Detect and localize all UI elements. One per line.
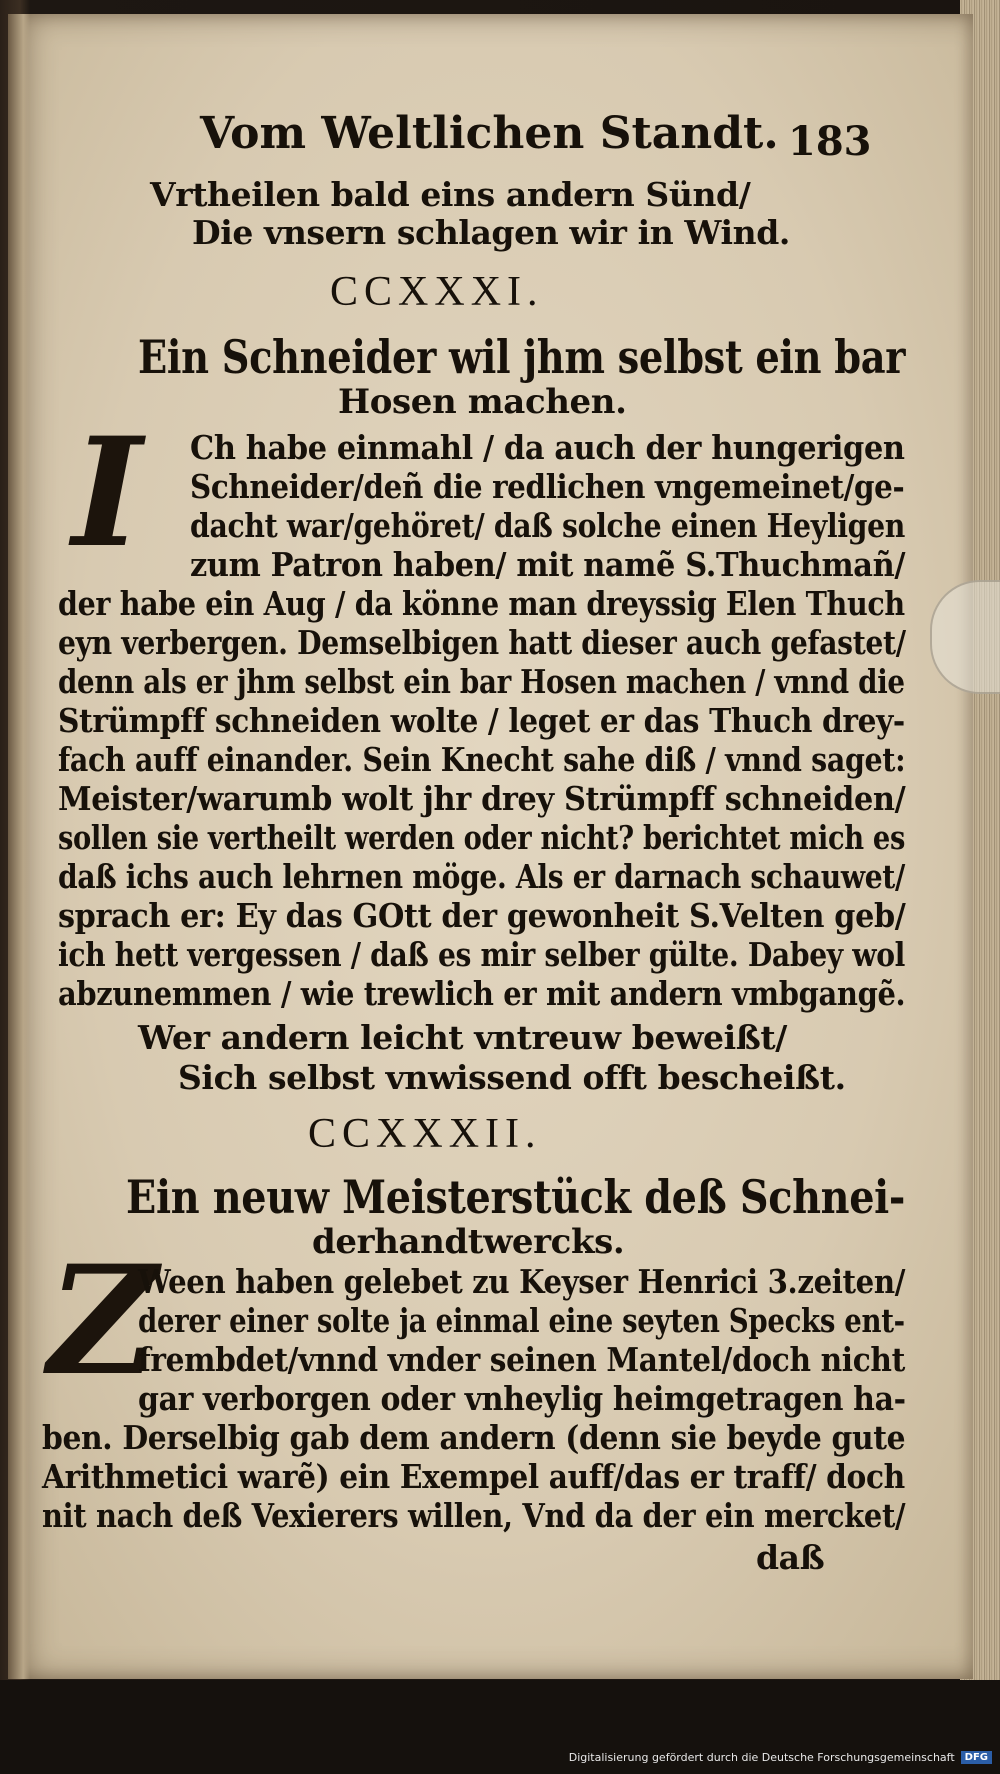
body-line: Ch habe einmahl / da auch der hungerigen (190, 428, 905, 467)
body-line: Arithmetici warẽ) ein Exempel auff/das er traff/ doch (42, 1457, 905, 1496)
body-line: der habe ein Aug / da könne man dreyssig Elen Thuch (58, 584, 905, 623)
body-line: nit nach deß Vexierers willen, Vnd da der ein mercket/ (42, 1496, 906, 1535)
dfg-logo: DFG (961, 1751, 992, 1764)
body-line: Strümpff schneiden wolte / leget er das Thuch drey- (58, 701, 905, 740)
closing-verse-line: Wer andern leicht vntreuw beweißt/ (138, 1018, 787, 1057)
scan-bottom-bar (0, 1680, 1000, 1774)
intro-verse-line: Vrtheilen bald eins andern Sünd/ (150, 175, 751, 214)
credit-text: Digitalisierung gefördert durch die Deutsche Forschungsgemeinschaft (568, 1751, 955, 1764)
body-line: sprach er: Ey das GOtt der gewonheit S.Velten geb/ (58, 896, 906, 935)
closing-verse-line: Sich selbst vnwissend offt bescheißt. (178, 1058, 846, 1097)
body-line: Meister/warumb wolt jhr drey Strümpff schneiden/ (58, 779, 906, 818)
running-title: Vom Weltlichen Standt. (200, 108, 779, 159)
body-line: eyn verbergen. Demselbigen hatt dieser auch gefastet/ (58, 623, 906, 662)
chapter-title: Hosen machen. (338, 382, 627, 422)
chapter-title: Ein neuw Meisterstück deß Schnei- (126, 1170, 906, 1224)
body-line: ich hett vergessen / daß es mir selber gülte. Dabey wol (58, 935, 906, 974)
body-line: ben. Derselbig gab dem andern (denn sie beyde gute (42, 1418, 906, 1457)
body-line: gar verborgen oder vnheylig heimgetragen ha- (138, 1379, 906, 1418)
chapter-number: CCXXXI. (330, 269, 544, 315)
body-line: abzunemmen / wie trewlich er mit andern vmbgangẽ. (58, 974, 906, 1013)
body-line: frembdet/vnnd vnder seinen Mantel/doch nicht (138, 1340, 905, 1379)
catchword: daß (756, 1538, 825, 1577)
chapter-number: CCXXXII. (308, 1111, 542, 1157)
body-line: dacht war/gehöret/ daß solche einen Heyligen (190, 506, 906, 545)
drop-cap-initial: I (72, 405, 143, 581)
body-line: derer einer solte ja einmal eine seyten Specks ent- (138, 1301, 905, 1340)
chapter-title: derhandtwercks. (312, 1222, 625, 1262)
body-line: sollen sie vertheilt werden oder nicht? berichtet mich es (58, 818, 905, 857)
body-line: denn als er jhm selbst ein bar Hosen machen / vnnd die (58, 662, 905, 701)
body-line: daß ichs auch lehrnen möge. Als er darnach schauwet/ (58, 857, 905, 896)
intro-verse-line: Die vnsern schlagen wir in Wind. (192, 213, 790, 252)
digitization-credit (569, 1751, 992, 1764)
body-line: Schneider/deñ die redlichen vngemeinet/ge- (190, 467, 905, 506)
body-line: zum Patron haben/ mit namẽ S.Thuchmañ/ (190, 545, 906, 584)
body-line: Ween haben gelebet zu Keyser Henrici 3.zeiten/ (138, 1262, 906, 1301)
chapter-title: Ein Schneider wil jhm selbst ein bar (138, 330, 906, 384)
drop-cap-initial: Z (48, 1233, 158, 1409)
page-number: 183 (788, 118, 872, 165)
body-line: fach auff einander. Sein Knecht sahe diß / vnnd saget: (58, 740, 906, 779)
